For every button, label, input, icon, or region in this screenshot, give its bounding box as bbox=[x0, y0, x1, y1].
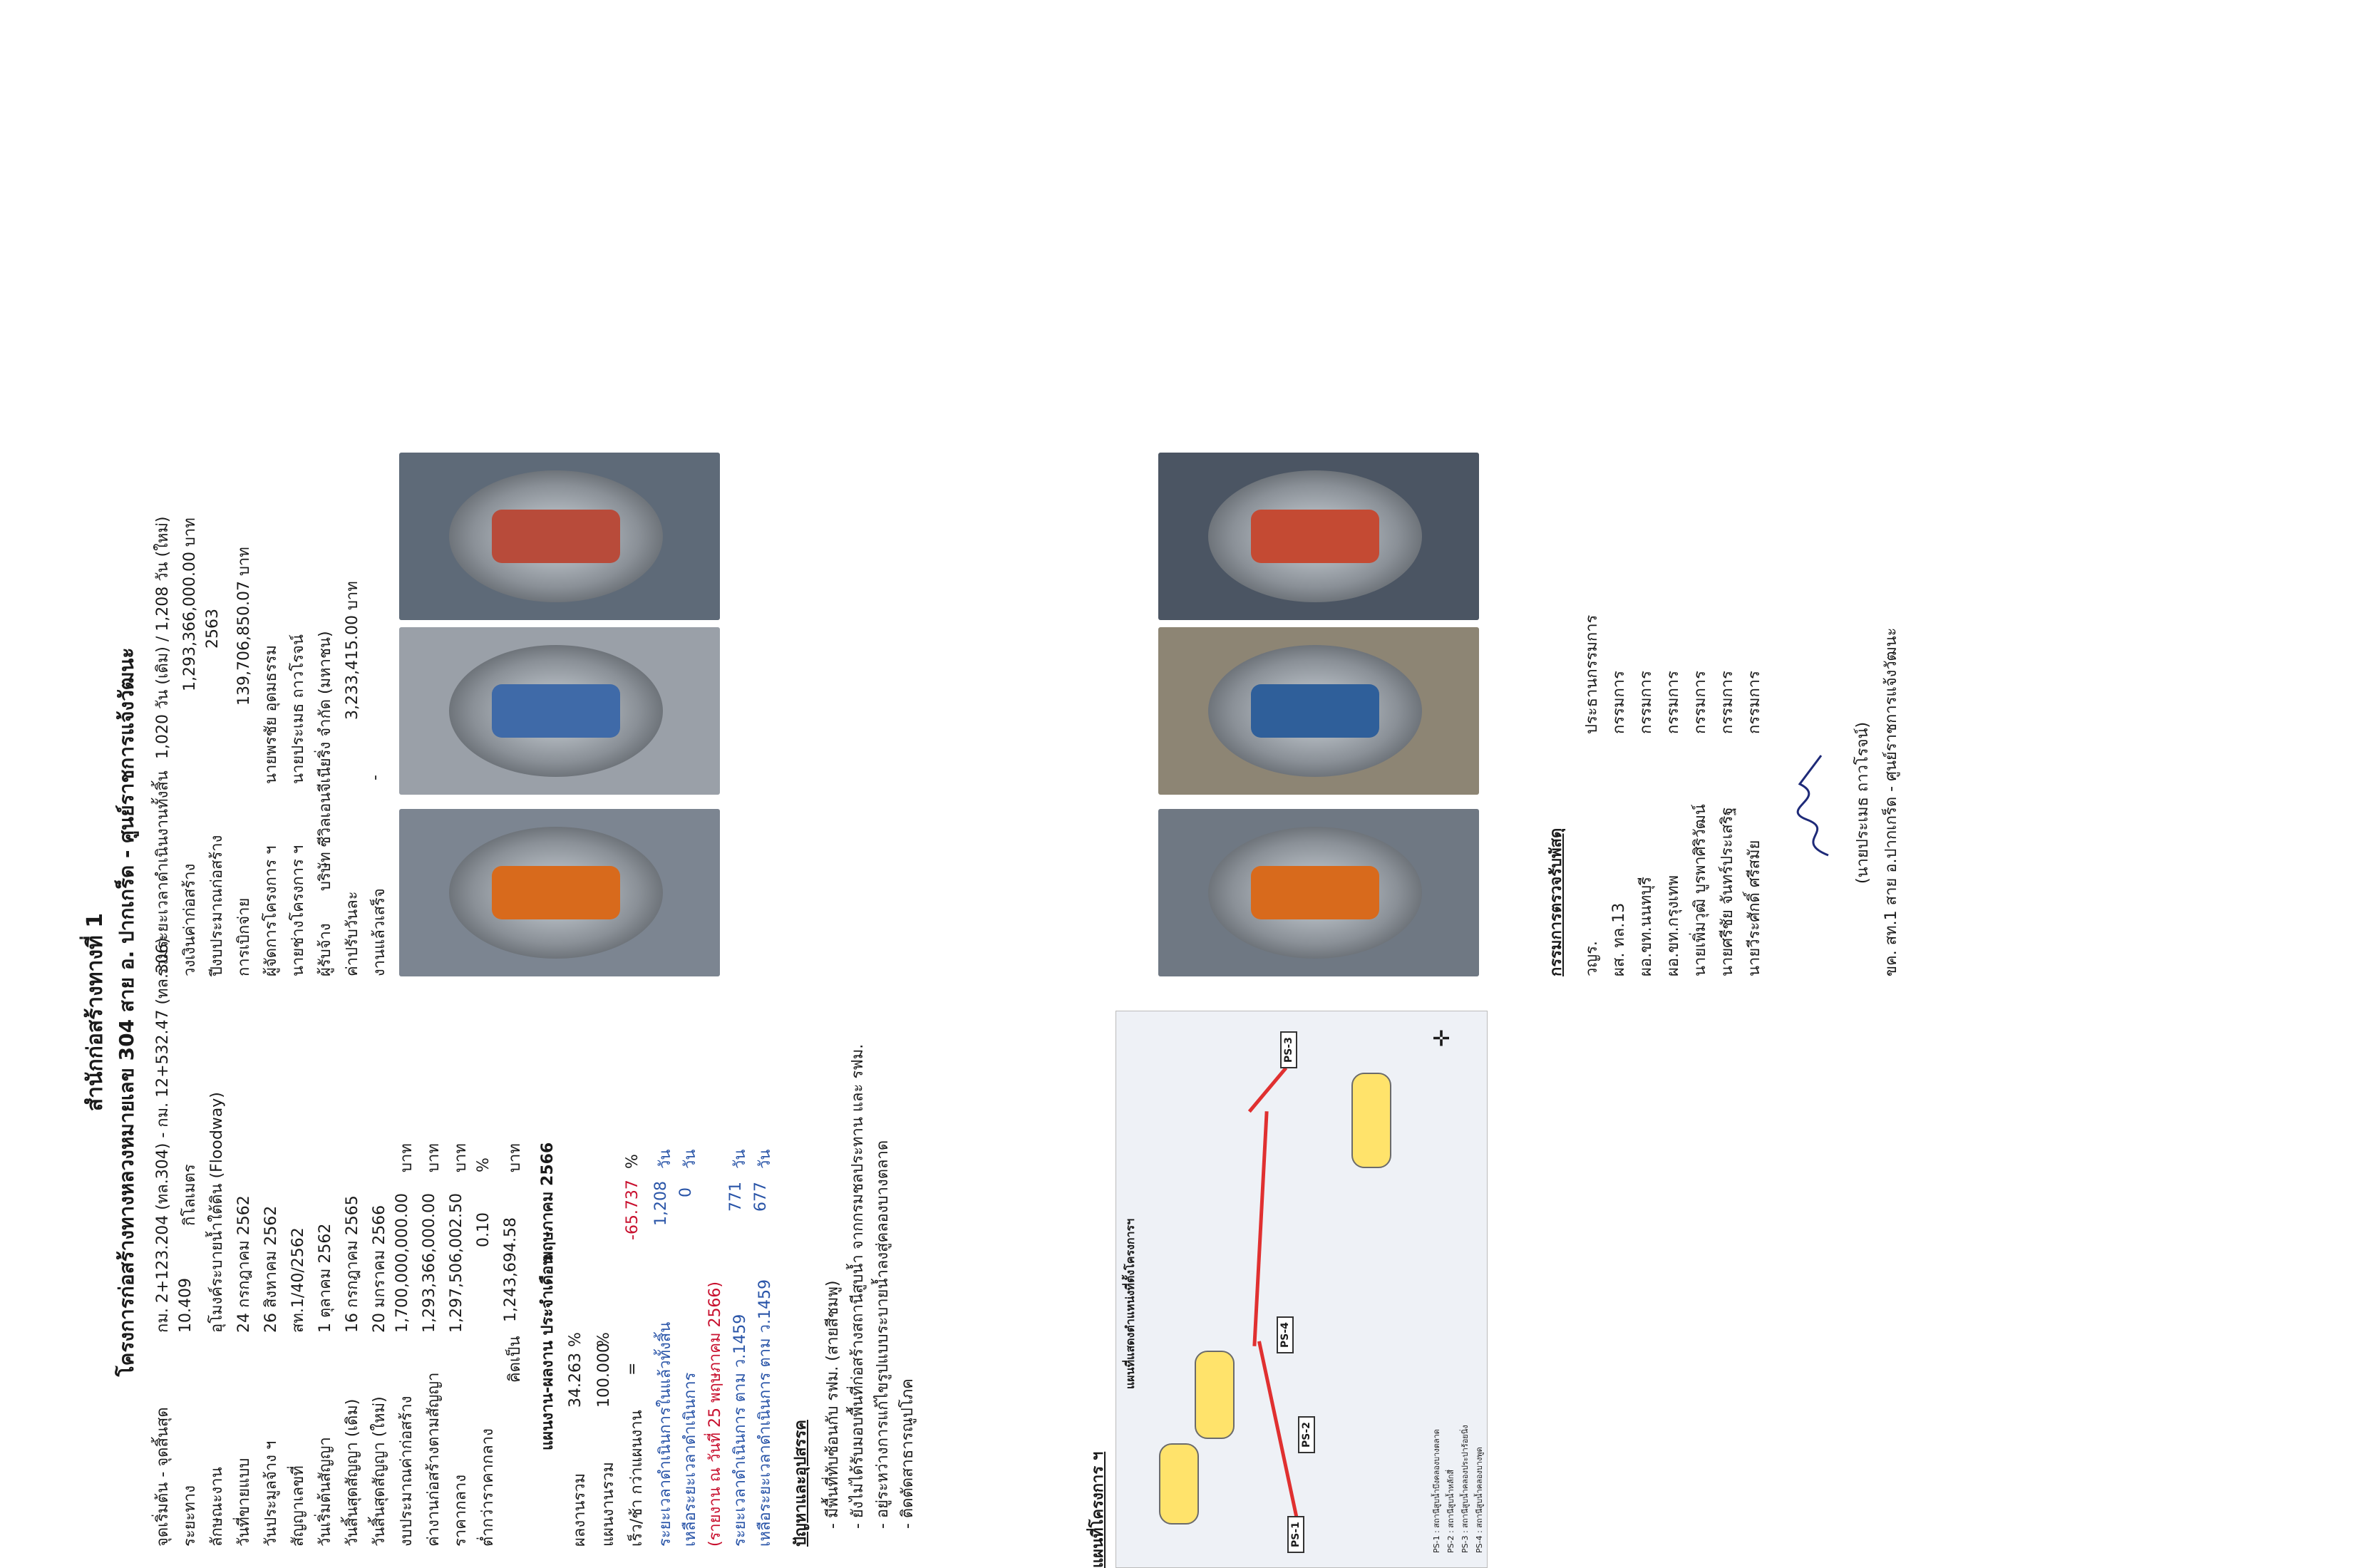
committee-role: กรรมการ bbox=[1664, 671, 1682, 734]
detail-unit: บาท bbox=[452, 1143, 470, 1172]
office-title: สำนักก่อสร้างทางที่ 1 bbox=[83, 912, 108, 1112]
ps-3-label: PS-3 bbox=[1280, 1031, 1297, 1068]
progress-month: พฤษภาคม 2566 bbox=[539, 1142, 557, 1262]
tunnel-photo bbox=[399, 453, 720, 620]
detail-label: วันประมูลจ้าง ฯ bbox=[262, 1440, 280, 1547]
map-title: แผนที่แสดงตำแหน่งที่ตั้งโครงการฯ bbox=[1123, 1218, 1137, 1389]
issue-item: - มีพื้นที่ทับซ้อนกับ รฟม. (สายสีชมพู) bbox=[824, 1280, 842, 1529]
detail-label: ลักษณะงาน bbox=[208, 1467, 226, 1547]
tunnel-photo bbox=[399, 627, 720, 795]
project-title: โครงการก่อสร้างทางหลวงหมายเลข 304 สาย อ. ปากเกร็ด - ศูนย์ราชการแจ้งวัฒนะ bbox=[115, 647, 138, 1377]
issue-item: - ยังไม่ได้รับมอบพื้นที่ก่อสร้างสถานีสูบน้ำ จากกรมชลประทาน และ รฟม. bbox=[849, 1043, 867, 1529]
issue-item: - ติดตัดสาธารณูปโภค bbox=[899, 1378, 917, 1529]
plan-unit: % bbox=[595, 1332, 613, 1347]
detail-unit: % bbox=[475, 1157, 493, 1172]
actual-unit: % bbox=[567, 1332, 584, 1347]
actual-value: 34.263 bbox=[567, 1353, 584, 1408]
detail-label: วันสิ้นสุดสัญญา (ใหม่) bbox=[371, 1396, 388, 1547]
ext-remain-label: เหลือระยะเวลาดำเนินการ ตาม ว.1459 bbox=[756, 1279, 774, 1547]
right-info-value: 3,233,415.00 บาท bbox=[344, 581, 361, 720]
issue-item: - อยู่ระหว่างการแก้ไขรูปแบบระบายน้ำลงสู่คลองบางตลาด bbox=[874, 1140, 892, 1529]
diff-equals: = bbox=[624, 1362, 642, 1376]
rotated-document-page-lower bbox=[802, 456, 2370, 1568]
committee-role: กรรมการ bbox=[1610, 671, 1628, 734]
right-info-label: งานแล้วเสร็จ bbox=[371, 888, 388, 976]
detail-label: ระยะทาง bbox=[181, 1485, 199, 1547]
right-info-value: 1,020 วัน (เดิม) / 1,208 วัน (ใหม่) bbox=[154, 516, 172, 759]
detail-label: วันเริ่มต้นสัญญา bbox=[316, 1437, 334, 1547]
committee-role: กรรมการ bbox=[1637, 671, 1655, 734]
detail-value: 1,297,506,002.50 bbox=[448, 1193, 465, 1333]
right-info-label: รวมระยะเวลาดำเนินงานทั้งสิ้น bbox=[154, 770, 172, 976]
tunnel-photo bbox=[1158, 453, 1479, 620]
right-info-label: ค่าปรับวันละ bbox=[344, 891, 361, 976]
tunnel-photo bbox=[1158, 627, 1479, 795]
detail-value: 26 สิงหาคม 2562 bbox=[262, 1205, 280, 1333]
detail-label: ค่างานก่อสร้างตามสัญญา bbox=[425, 1372, 443, 1547]
diff-unit: % bbox=[624, 1154, 642, 1169]
detail-value: กม. 2+123.204 (ทล.304) - กม. 12+532.47 (ทล.306) bbox=[154, 937, 172, 1333]
committee-name: นายศรีชัย จันทร์ประเสริฐ bbox=[1719, 807, 1736, 976]
right-info-value: 139,706,850.07 บาท bbox=[235, 547, 253, 706]
legend-item: PS-3 : สถานีสูบน้ำคลองประปาร้อยนิ่ง bbox=[1460, 1425, 1470, 1553]
ext-remain-value: 677 bbox=[752, 1182, 770, 1212]
legend-item: PS-1 : สถานีสูบน้ำบึงคลองบางตลาด bbox=[1432, 1429, 1441, 1553]
right-info-label: ผู้จัดการโครงการ ฯ bbox=[262, 845, 280, 976]
diff-label: เร็ว/ช้า กว่าแผนงาน bbox=[628, 1410, 646, 1547]
detail-label: สัญญาเลขที่ bbox=[289, 1465, 307, 1547]
detail-value: 16 กรกฎาคม 2565 bbox=[344, 1195, 361, 1333]
signature-name: (นายประเมธ ถาวโรจน์) bbox=[1854, 721, 1872, 884]
legend-item: PS-4 : สถานีสูบน้ำคลองบางพูด bbox=[1475, 1447, 1484, 1553]
remain-value: 0 bbox=[677, 1187, 695, 1197]
detail-label: งบประมาณค่าก่อสร้าง bbox=[398, 1396, 416, 1547]
detail-label: วันที่ขายแบบ bbox=[235, 1458, 253, 1547]
remain-label: เหลือระยะเวลาดำเนินการ bbox=[681, 1372, 699, 1547]
detail-label: ราคากลาง bbox=[452, 1474, 470, 1547]
committee-role: ประธานกรรมการ bbox=[1583, 614, 1601, 734]
ps-1-label: PS-1 bbox=[1287, 1516, 1304, 1553]
right-info-value: บริษัท ซีวิลเอนจีเนียริ่ง จำกัด (มหาชน) bbox=[316, 631, 334, 891]
progress-heading: แผนงาน-ผลงาน ประจำเดือน bbox=[539, 1254, 557, 1450]
committee-name: ผอ.ขท.กรุงเทพ bbox=[1664, 875, 1682, 976]
detail-label: ต่ำกว่าราคากลาง bbox=[479, 1428, 497, 1547]
ps-2-label: PS-2 bbox=[1298, 1416, 1315, 1453]
right-info-label: การเบิกจ่าย bbox=[235, 897, 253, 976]
detail-unit: บาท bbox=[398, 1143, 416, 1172]
detail-value: 20 มกราคม 2566 bbox=[371, 1205, 388, 1333]
map-heading: แผนที่โครงการ ฯ bbox=[1089, 1451, 1107, 1568]
report-date: (รายงาน ณ วันที่ 25 พฤษภาคม 2566) bbox=[706, 1281, 724, 1547]
detail-value: 1,700,000,000.00 bbox=[393, 1193, 411, 1333]
detail-unit: บาท bbox=[425, 1143, 443, 1172]
ext-remain-unit: วัน bbox=[756, 1149, 774, 1169]
right-info-label: ปีงบประมาณก่อสร้าง bbox=[208, 835, 226, 976]
right-info-value: นายประเมธ ถาวโรจน์ bbox=[289, 634, 307, 784]
tunnel-photo bbox=[399, 809, 720, 976]
committee-heading: กรรมการตรวจรับพัสดุ bbox=[1547, 827, 1565, 976]
remain-unit: วัน bbox=[681, 1149, 699, 1169]
committee-role: กรรมการ bbox=[1719, 671, 1736, 734]
right-info-value: 2563 bbox=[204, 609, 222, 649]
ext-unit: วัน bbox=[731, 1149, 749, 1169]
committee-name: ผส. ทล.13 bbox=[1610, 902, 1628, 976]
tunnel-photo bbox=[1158, 809, 1479, 976]
legend-item: PS-2 : สถานีสูบน้ำหลักสี่ bbox=[1446, 1469, 1456, 1553]
total-time-value: 1,208 bbox=[652, 1181, 670, 1226]
diff-value: -65.737 bbox=[624, 1180, 642, 1240]
detail-label: จุดเริ่มต้น - จุดสิ้นสุด bbox=[154, 1407, 172, 1547]
committee-name: ผอ.ขท.นนทบุรี bbox=[1637, 877, 1655, 976]
plan-value: 100.000 bbox=[595, 1343, 613, 1408]
right-info-value: นายพรชัย อุดมธรรม bbox=[262, 645, 280, 784]
detail-value: 1,243,694.58 bbox=[502, 1217, 520, 1322]
detail-value: 24 กรกฎาคม 2562 bbox=[235, 1195, 253, 1333]
compass-icon: ✛ bbox=[1430, 1028, 1455, 1047]
signature-position: ขค. สท.1 สาย อ.ปากเกร็ด - ศูนย์ราชการแจ้งวัฒนะ bbox=[1882, 627, 1900, 976]
right-info-label: วงเงินค่าก่อสร้าง bbox=[181, 863, 199, 976]
total-time-unit: วัน bbox=[656, 1149, 674, 1169]
committee-name: นายวีระศักดิ์ ศรีสมัย bbox=[1746, 840, 1763, 976]
detail-value: 0.10 bbox=[475, 1212, 493, 1247]
detail-unit: บาท bbox=[506, 1143, 524, 1172]
right-info-value: - bbox=[366, 775, 384, 780]
detail-label: วันสิ้นสุดสัญญา (เดิม) bbox=[344, 1398, 361, 1547]
committee-name: วญร. bbox=[1583, 941, 1601, 976]
signature-image bbox=[1786, 748, 1843, 862]
detail-value: 1,293,366,000.00 bbox=[421, 1193, 438, 1333]
issues-heading: ปัญหาและอุปสรรค bbox=[792, 1420, 810, 1547]
right-info-label: ผู้รับจ้าง bbox=[316, 923, 334, 976]
right-info-label: นายช่างโครงการ ฯ bbox=[289, 845, 307, 976]
committee-role: กรรมการ bbox=[1746, 671, 1763, 734]
ps-4-label: PS-4 bbox=[1277, 1316, 1294, 1353]
right-info-value: 1,293,366,000.00 บาท bbox=[181, 517, 199, 691]
detail-value: 1 ตุลาคม 2562 bbox=[316, 1223, 334, 1333]
committee-role: กรรมการ bbox=[1691, 671, 1709, 734]
detail-value: 10.409 bbox=[177, 1278, 195, 1333]
total-time-label: ระยะเวลาดำเนินการในแล้วทั้งสิ้น bbox=[656, 1321, 674, 1547]
detail-value: สท.1/40/2562 bbox=[289, 1227, 307, 1333]
committee-name: นายเพิ่มวุฒิ บูรพาศิริวัฒน์ bbox=[1691, 804, 1709, 976]
plan-label: แผนงานรวม bbox=[599, 1462, 617, 1547]
detail-label: คิดเป็น bbox=[506, 1336, 524, 1383]
detail-value: อุโมงค์ระบายน้ำใต้ดิน (Floodway) bbox=[208, 1092, 226, 1333]
ext-value: 771 bbox=[727, 1182, 745, 1212]
actual-label: ผลงานรวม bbox=[571, 1472, 589, 1547]
detail-unit: กิโลเมตร bbox=[181, 1164, 199, 1226]
ext-label: ระยะเวลาดำเนินการ ตาม ว.1459 bbox=[731, 1314, 749, 1547]
